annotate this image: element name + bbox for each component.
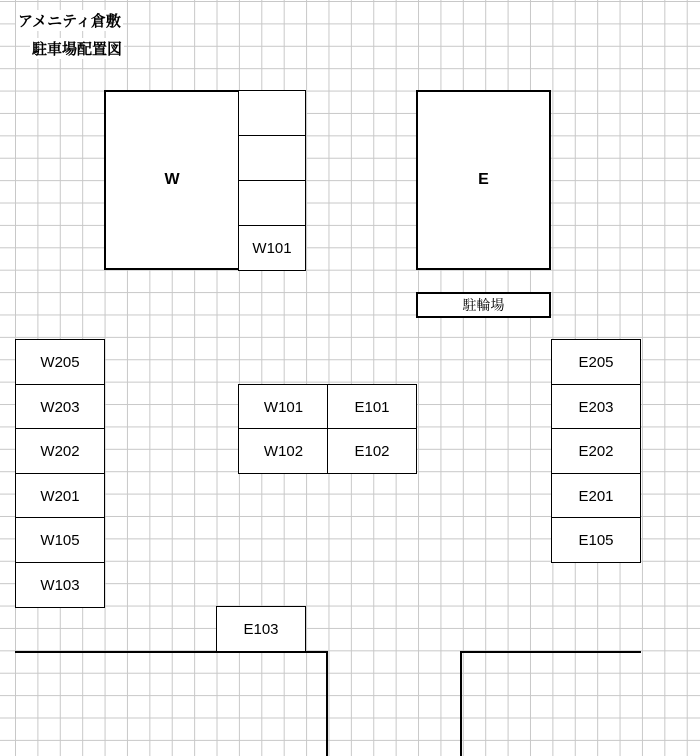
spot-label: W201 (40, 487, 80, 505)
building-east (416, 90, 551, 270)
parking-spot (551, 384, 641, 430)
page-title: 駐車場配置図 (32, 40, 123, 58)
parking-spot (551, 473, 641, 519)
spot-label: E103 (243, 620, 279, 638)
spot-label: W203 (40, 398, 80, 416)
building-west-label: W (164, 171, 180, 188)
parking-spot (15, 428, 105, 474)
spot-label: W101 (263, 398, 304, 416)
property-name: アメニティ倉敷 (18, 12, 121, 30)
parking-spot (551, 428, 641, 474)
parking-spot (15, 384, 105, 430)
building-east-label: E (478, 171, 489, 188)
spot-label: E101 (354, 398, 390, 416)
parking-spot (238, 135, 306, 181)
parking-spot (238, 225, 306, 271)
spot-label: W103 (40, 576, 80, 594)
parking-spot (15, 339, 105, 385)
spot-label: E102 (354, 442, 390, 460)
parking-spot (238, 180, 306, 226)
spot-label: W105 (40, 531, 80, 549)
parking-spot (15, 473, 105, 519)
spot-label: E205 (578, 353, 614, 371)
spot-label: W202 (40, 442, 80, 460)
parking-spot (327, 428, 417, 474)
spot-label: E105 (578, 531, 614, 549)
parking-spot (15, 517, 105, 563)
boundary-line (460, 651, 462, 756)
parking-spot (238, 428, 329, 474)
parking-spot (216, 606, 306, 652)
parking-spot (15, 562, 105, 608)
spot-label: E202 (578, 442, 614, 460)
parking-spot (551, 517, 641, 563)
building-west (104, 90, 240, 270)
bicycle-parking-label: 駐輪場 (462, 298, 505, 314)
parking-spot (551, 339, 641, 385)
spot-label: W102 (263, 442, 304, 460)
boundary-line (15, 651, 328, 653)
parking-spot (238, 384, 329, 430)
boundary-line (326, 651, 328, 756)
boundary-line (460, 651, 641, 653)
parking-spot (327, 384, 417, 430)
spot-label: E203 (578, 398, 614, 416)
spot-label: W101 (252, 239, 292, 257)
spot-label: W205 (40, 353, 80, 371)
parking-spot (238, 90, 306, 136)
bicycle-parking (416, 292, 551, 318)
spot-label: E201 (578, 487, 614, 505)
